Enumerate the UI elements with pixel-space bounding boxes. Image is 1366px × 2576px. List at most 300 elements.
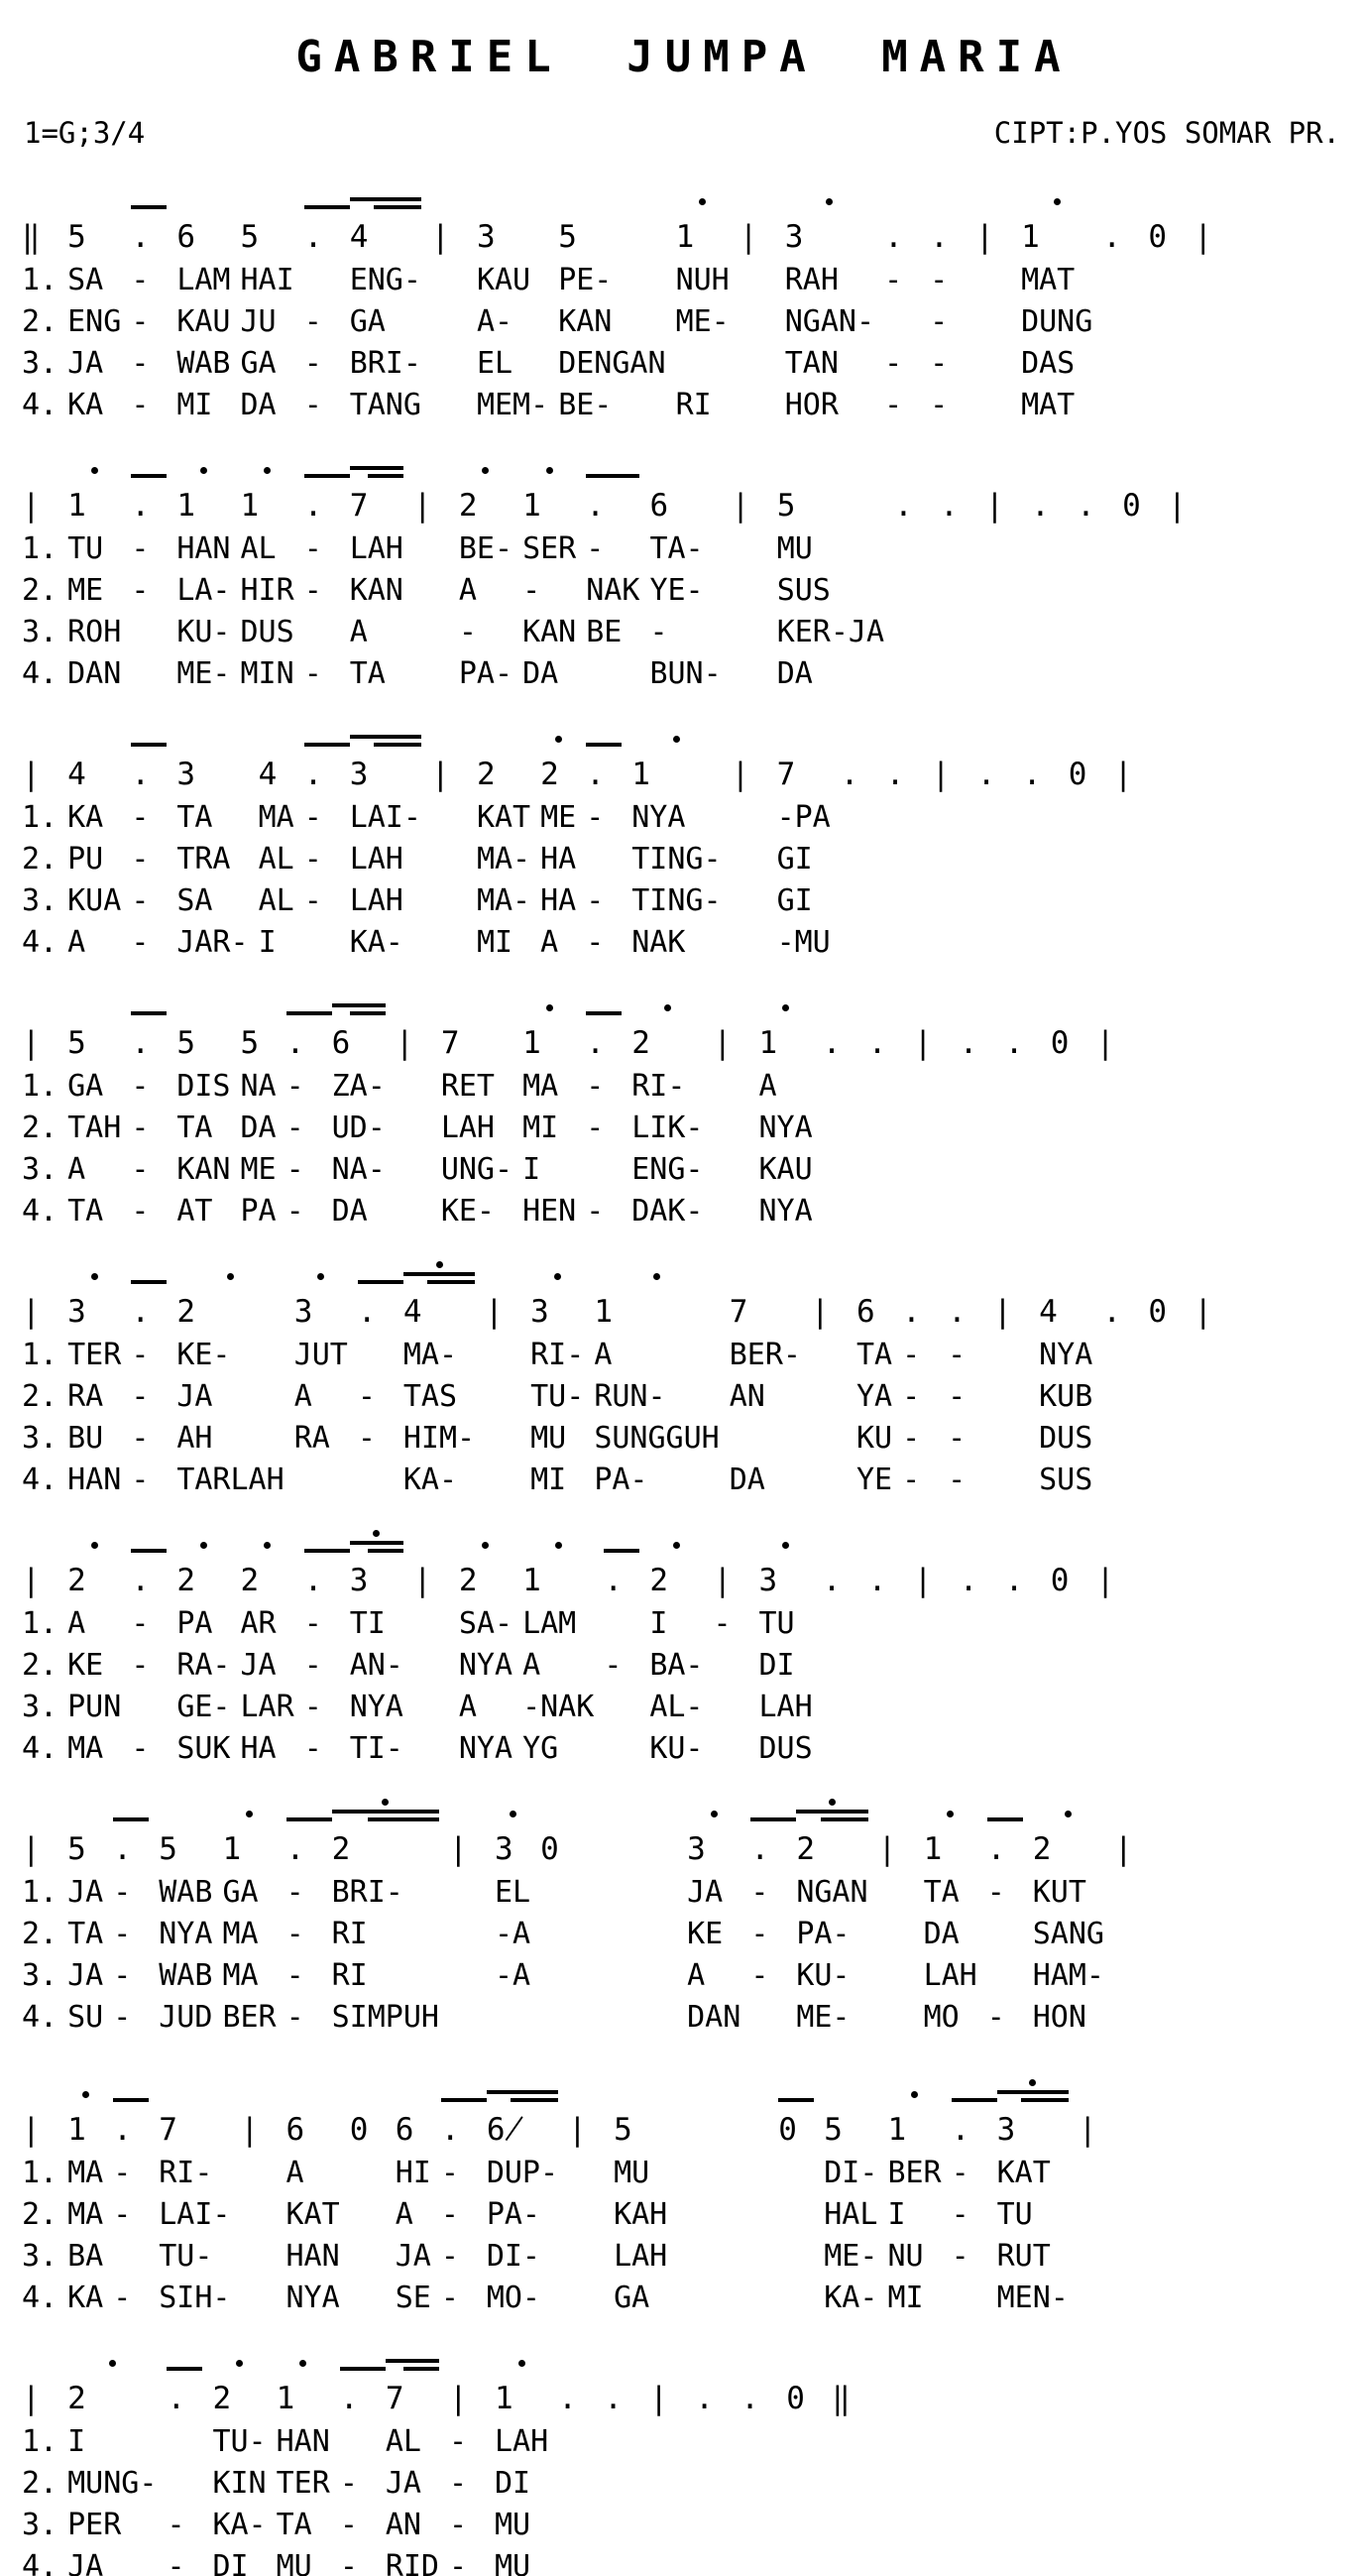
lyrics-row-4 [22,1460,1239,1501]
empty-lyric-cell [241,2278,286,2319]
lyric-syllable: - [449,2549,468,2576]
lyric-syllable: TAS [402,1379,458,1414]
empty-lyric-cell [841,797,886,839]
empty-mark-cell [777,444,894,483]
empty-lyric-cell [431,260,477,301]
empty-mark-cell [740,2337,786,2376]
note-cell: 5 [67,1831,86,1867]
lyric-syllable: MUNG- [67,2466,158,2501]
empty-mark-cell [1122,444,1168,483]
empty-lyric-cell [340,2421,386,2463]
lyric-syllable: KE [687,1917,724,1951]
empty-lyric-cell [558,2505,604,2546]
system-8 [22,2068,1124,2319]
lyric-syllable: JA [67,1875,104,1910]
lyric-syllable: LAR [240,1690,294,1724]
verse-number: 3. [22,615,58,649]
lyric-syllable: - [131,1379,150,1414]
duration-dot: . [1031,488,1050,524]
empty-lyric-cell [778,2194,824,2236]
note-cell: 3 [349,1563,369,1598]
lyric-syllable: HA [540,883,577,918]
lyrics-row-4 [22,385,1239,426]
lyric-syllable: DUS [758,1731,813,1766]
lyric-syllable: SUNGGUH [594,1421,720,1456]
lyric-syllable: HAN [67,1463,122,1497]
empty-mark-cell [1148,176,1194,214]
lyric-syllable: ENG- [631,1152,704,1187]
note-cell: 2 [176,1563,195,1598]
empty-lyric-cell [1096,1645,1142,1687]
barline: | [22,1294,41,1330]
empty-mark-cell [1096,982,1142,1020]
lyric-syllable: RUT [996,2239,1051,2274]
lyric-syllable: GA [349,304,386,339]
empty-lyric-cell [714,1066,759,1108]
verse-number: 3. [22,1152,58,1187]
lyric-syllable: - [948,1338,967,1372]
mark-cell [176,444,240,483]
lyric-syllable: TU [996,2197,1033,2232]
empty-lyric-cell [1096,1108,1142,1149]
empty-mark-cell [431,713,477,752]
lyric-syllable: RI- [530,1338,585,1372]
lyric-syllable: - [303,1606,322,1641]
empty-lyric-cell [714,1149,759,1191]
duration-dot: . [604,2381,623,2416]
empty-lyric-cell [1005,1066,1051,1108]
empty-mark-cell [823,982,868,1020]
lyric-syllable: - [303,531,322,566]
lyric-syllable: AL [258,883,294,918]
empty-lyric-cell [1114,922,1160,964]
empty-lyric-cell [832,2505,877,2546]
verse-number: 3. [22,1690,58,1724]
lyric-syllable: - [131,304,150,339]
verse-number: 4. [22,1194,58,1229]
empty-lyric-cell [1102,1460,1148,1501]
note-cell: 3 [495,1831,513,1867]
empty-lyric-cell [431,301,477,343]
lyric-syllable: KA- [402,1463,458,1497]
lyrics-row-1 [22,797,1160,839]
mark-cell [286,1788,332,1826]
empty-lyric-cell [604,2463,649,2505]
lyric-syllable: DAN [687,2000,741,2035]
mark-cell [358,1250,403,1289]
empty-lyric-cell [1114,1997,1160,2039]
lyric-syllable: ME [67,573,104,608]
lyric-syllable: NYA [349,1690,403,1724]
slur-line [304,474,350,478]
empty-mark-cell [67,1788,113,1826]
lyric-syllable: - [113,1917,132,1951]
mark-cell [304,176,350,214]
notes-row [22,1289,1239,1335]
lyric-syllable: TU- [159,2239,213,2274]
barline: | [713,1563,733,1598]
lyric-syllable: TAN [784,346,839,381]
duration-dot: . [113,2112,132,2148]
slur-line-double [821,1817,868,1821]
lyric-syllable: HIM- [402,1421,476,1456]
empty-lyric-cell [586,1149,631,1191]
note-cell: 2 [649,1563,668,1598]
empty-lyric-cell [940,653,985,695]
empty-lyric-cell [413,1603,459,1645]
empty-lyric-cell [677,2194,778,2236]
empty-lyric-cell [1194,260,1239,301]
empty-mark-cell [977,713,1023,752]
empty-mark-cell [176,982,240,1020]
empty-lyric-cell [304,922,350,964]
lyric-syllable: GA [222,1875,259,1910]
lyric-syllable: MI [522,1111,559,1145]
lyric-syllable: - [131,1194,150,1229]
lyric-syllable: - [131,388,150,422]
duration-dot: . [959,1563,978,1598]
mark-cell [350,1519,413,1558]
lyric-syllable: MU [776,531,813,566]
lyric-syllable: - [285,1194,304,1229]
octave-dot [373,1530,380,1537]
note-cell: 2 [212,2381,232,2416]
duration-dot: . [1004,1025,1024,1061]
duration-dot: . [1077,488,1095,524]
barline: | [811,1294,830,1330]
mark-cell [687,1788,750,1826]
lyrics-row-1 [22,1335,1239,1376]
octave-dot [264,467,271,474]
slur-line [987,1817,1023,1821]
rest-note: 0 [349,2112,369,2148]
empty-mark-cell [67,982,131,1020]
slur-line [167,2367,202,2371]
verse-number: 2. [22,2197,58,2232]
empty-lyric-cell [823,1149,868,1191]
note-cell: 5 [176,1025,195,1061]
empty-lyric-cell [1194,385,1239,426]
duration-dot: . [131,1563,150,1598]
lyric-syllable: JA [395,2239,431,2274]
empty-lyric-cell [431,922,477,964]
mark-cell [586,982,631,1020]
lyric-syllable: - [131,1069,150,1104]
mark-cell [604,1519,649,1558]
lyrics-row-2 [22,1108,1142,1149]
empty-lyric-cell [714,1191,759,1232]
empty-lyric-cell [977,922,1023,964]
note-cell: 4 [67,757,86,792]
empty-mark-cell [732,713,777,752]
octave-dot [91,1273,98,1280]
barline: | [649,2381,668,2416]
octave-dot [91,1542,98,1549]
empty-mark-cell [732,444,777,483]
slur-line [340,2367,386,2371]
note-cell: 2 [796,1831,815,1867]
lyric-syllable: JA [240,1648,277,1683]
verse-number: 4. [22,1463,58,1497]
lyric-syllable: TARLAH [176,1463,285,1497]
mark-cell [386,2337,449,2376]
lyric-syllable: - [586,883,605,918]
rest-note: 0 [1148,1294,1167,1330]
note-cell: 2 [631,1025,650,1061]
slur-line [131,474,167,478]
mark-cell [222,1788,285,1826]
lyric-syllable: MA [222,1958,259,1993]
empty-lyric-cell [1168,570,1213,612]
empty-lyric-cell [1069,797,1114,839]
slur-line [350,466,403,470]
lyric-syllable: MU [276,2549,312,2576]
empty-lyric-cell [1077,653,1122,695]
lyric-syllable: - [285,1111,304,1145]
lyric-syllable: - [951,2197,969,2232]
lyric-syllable: ENG- [349,263,421,297]
lyric-syllable: JAR- [176,925,249,960]
lyric-syllable: - [902,1463,921,1497]
empty-lyric-cell [914,1645,960,1687]
lyric-syllable: BUN- [649,656,722,691]
lyric-syllable: - [131,842,150,877]
empty-mark-cell [777,713,841,752]
octave-dot [554,1273,561,1280]
lyric-syllable: MA [222,1917,259,1951]
duration-dot: . [822,1563,842,1598]
lyric-syllable: JA [176,1379,213,1414]
empty-lyric-cell [940,528,985,570]
empty-lyric-cell [1122,653,1168,695]
system-7 [22,1788,1160,2039]
lyric-syllable: - [604,1648,623,1683]
barline: | [22,1025,41,1061]
duration-dot: . [131,1025,150,1061]
note-cell: 1 [495,2381,513,2416]
lyric-syllable: - [586,800,605,835]
note-cell: 2 [476,757,496,792]
empty-lyric-cell [586,1997,687,2039]
lyric-syllable: DA [240,388,277,422]
empty-lyric-cell [540,1997,586,2039]
empty-lyric-cell [786,2463,832,2505]
lyric-syllable: LAH [349,531,403,566]
mark-cell [997,2068,1079,2107]
empty-lyric-cell [985,612,1031,653]
empty-lyric-cell [987,1955,1033,1997]
lyric-syllable: - [440,2156,459,2190]
rest-note: 0 [1050,1025,1070,1061]
lyric-syllable: - [586,1069,605,1104]
empty-mark-cell [67,176,131,214]
lyrics-row-2 [22,301,1239,343]
verse-number: 3. [22,1958,58,1993]
lyric-syllable: - [522,573,541,608]
note-cell: 2 [458,488,478,524]
lyric-syllable: RAH [784,263,839,297]
empty-lyric-cell [568,2236,614,2278]
lyric-syllable: - [131,1421,150,1456]
lyric-syllable: - [131,573,150,608]
lyric-syllable: - [303,304,322,339]
duration-dot: . [750,1831,769,1867]
mark-cell [277,2337,340,2376]
lyric-syllable: TU- [530,1379,585,1414]
lyric-syllable: - [303,1731,322,1766]
measure-gap [586,1826,687,1872]
slur-line [386,2359,439,2363]
slur-line [131,1280,167,1284]
lyric-syllable: SIH- [159,2281,231,2315]
lyric-syllable: - [951,2239,969,2274]
lyric-syllable: - [440,2281,459,2315]
empty-lyric-cell [878,1872,924,1914]
empty-lyric-cell [540,1955,586,1997]
lyric-syllable: HI [395,2156,431,2190]
empty-lyric-cell [778,2278,824,2319]
barline: | [1113,757,1133,792]
empty-mark-cell [22,713,67,752]
empty-lyric-cell [1069,839,1114,880]
empty-lyric-cell [677,2236,778,2278]
lyric-syllable: - [113,1958,132,1993]
empty-mark-cell [477,176,558,214]
note-cell: 5 [159,1831,177,1867]
empty-lyric-cell [586,653,649,695]
lyric-syllable: DENGAN [558,346,666,381]
empty-lyric-cell [868,1645,914,1687]
lyric-syllable: - [449,2508,468,2542]
mark-cell [495,1788,540,1826]
lyric-syllable: - [303,388,322,422]
note-cell: 3 [349,757,369,792]
empty-mark-cell [558,176,675,214]
lyric-syllable: ME [240,1152,277,1187]
note-cell: 6 [856,1294,875,1330]
mark-cell [67,1250,131,1289]
lyric-syllable: A [458,573,477,608]
empty-mark-cell [22,1788,67,1826]
duration-dot: . [1022,757,1042,792]
mark-cell [522,982,586,1020]
empty-lyric-cell [1077,528,1122,570]
lyrics-row-4 [22,653,1213,695]
lyric-syllable: DA [729,1463,765,1497]
lyric-syllable: GE- [176,1690,231,1724]
lyric-syllable: KA- [349,925,403,960]
lyric-syllable: - [167,2508,185,2542]
slur-line [304,743,350,747]
mark-cell [176,1519,240,1558]
lyric-syllable: - [586,1111,605,1145]
octave-dot [246,1811,253,1817]
empty-mark-cell [350,2068,396,2107]
lyric-syllable: PA [176,1606,213,1641]
empty-lyric-cell [740,301,785,343]
empty-mark-cell [930,176,975,214]
notes-row [22,2107,1124,2153]
system-4 [22,982,1142,1232]
note-cell: 3 [687,1831,706,1867]
lyric-syllable: MA [258,800,294,835]
lyric-syllable: AT [176,1194,213,1229]
empty-mark-cell [811,1250,856,1289]
lyric-syllable: KUB [1039,1379,1093,1414]
empty-lyric-cell [868,1687,914,1728]
verse-number: 4. [22,1731,58,1766]
lyric-syllable: JUD [159,2000,213,2035]
slur-line [131,1011,167,1015]
empty-lyric-cell [241,2153,286,2194]
lyric-syllable: A- [476,304,513,339]
lyric-syllable: NYA [758,1111,813,1145]
note-cell: 1 [887,2112,907,2148]
lyric-syllable: - [113,2000,132,2035]
slur-line-double [374,205,421,209]
lyric-syllable: AR [240,1606,277,1641]
empty-lyric-cell [714,1108,759,1149]
slur-line [358,1280,403,1284]
note-cell: 5 [240,219,260,255]
barline: | [913,1563,933,1598]
octave-dot [1029,2079,1036,2086]
slur-line [113,2098,149,2102]
empty-lyric-cell [1005,1645,1051,1687]
lyric-syllable: AL [385,2424,421,2459]
empty-lyric-cell [960,1728,1005,1770]
octave-dot [200,467,207,474]
barline: | [731,757,750,792]
lyric-syllable: - [113,1875,132,1910]
lyric-syllable: - [303,883,322,918]
lyric-syllable: SUS [776,573,831,608]
empty-lyric-cell [1194,301,1239,343]
barline: | [993,1294,1012,1330]
lyrics-row-3 [22,612,1213,653]
marks-row [22,1788,1160,1826]
barline: | [1194,1294,1212,1330]
verse-number: 3. [22,2508,58,2542]
empty-lyric-cell [604,1728,649,1770]
empty-lyric-cell [914,1728,960,1770]
empty-lyric-cell [396,1191,441,1232]
lyric-syllable: EL [495,1875,531,1910]
note-cell: 1 [594,1294,613,1330]
empty-lyric-cell [1168,612,1213,653]
empty-mark-cell [914,1519,960,1558]
empty-lyric-cell [1114,1872,1160,1914]
lyric-syllable: KIN [212,2466,267,2501]
notes-row [22,214,1239,260]
lyric-syllable: GA [240,346,277,381]
lyric-syllable: NYA [285,2281,340,2315]
lyric-syllable: NGAN- [784,304,875,339]
lyric-syllable: AL- [649,1690,704,1724]
octave-dot [829,1799,836,1806]
lyric-syllable: ME- [824,2239,878,2274]
lyric-syllable: KUT [1032,1875,1086,1910]
lyric-syllable: A [594,1338,613,1372]
barline: ‖ [22,219,41,255]
barline: | [22,488,41,524]
empty-lyric-cell [940,570,985,612]
note-cell: 5 [558,219,577,255]
empty-lyric-cell [1005,1191,1051,1232]
note-cell: 2 [67,2381,86,2416]
empty-lyric-cell [1114,1914,1160,1955]
mark-cell [131,713,176,752]
